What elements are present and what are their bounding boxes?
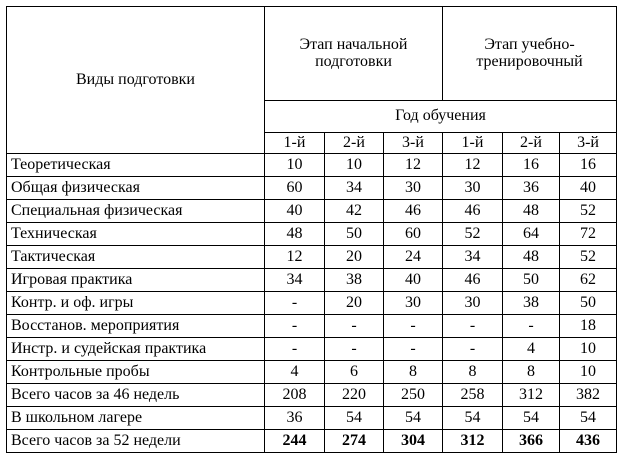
table-cell: 244 [265,430,325,453]
table-cell: 30 [384,177,443,200]
table-cell: 30 [443,292,503,315]
table-cell: 40 [265,200,325,223]
table-cell: 46 [443,269,503,292]
table-cell: 312 [443,430,503,453]
table-cell: 366 [503,430,560,453]
table-cell: 258 [443,384,503,407]
table-cell: 46 [384,200,443,223]
table-cell: 50 [503,269,560,292]
table-cell: 52 [560,246,617,269]
table-cell: 54 [384,407,443,430]
table-cell: 382 [560,384,617,407]
row-label: Общая физическая [7,177,265,200]
table-cell: 30 [384,292,443,315]
table-cell: 18 [560,315,617,338]
table-cell: 8 [443,361,503,384]
year-col-header: 3-й [384,133,443,154]
table-row [7,246,617,269]
table-cell: 34 [325,177,384,200]
table-cell: 16 [503,154,560,177]
table-cell: 16 [560,154,617,177]
table-cell: 46 [443,200,503,223]
table-cell: 48 [503,200,560,223]
table-row [7,338,617,361]
table-cell: 64 [503,223,560,246]
table-cell: 4 [503,338,560,361]
training-hours-table [6,6,617,453]
stage-initial-header: Этап начальной подготовки [265,7,443,101]
table-cell: 250 [384,384,443,407]
table-cell: 36 [265,407,325,430]
row-label: Техническая [7,223,265,246]
table-cell: 34 [443,246,503,269]
table-cell: 50 [560,292,617,315]
table-cell: 54 [560,407,617,430]
table-cell: 12 [265,246,325,269]
year-col-header: 1-й [443,133,503,154]
table-cell: 60 [265,177,325,200]
table-cell: 10 [560,361,617,384]
table-cell: 10 [265,154,325,177]
table-cell: - [443,338,503,361]
table-cell: 8 [384,361,443,384]
table-row [7,177,617,200]
table-cell: 24 [384,246,443,269]
table-cell: 34 [265,269,325,292]
table-cell: 48 [503,246,560,269]
row-label: Восстанов. мероприятия [7,315,265,338]
row-label: Специальная физическая [7,200,265,223]
table-cell: 8 [503,361,560,384]
table-cell: 40 [560,177,617,200]
table-cell: - [265,292,325,315]
table-cell: 48 [265,223,325,246]
table-cell: 52 [560,200,617,223]
table-cell: - [503,315,560,338]
table-row [7,154,617,177]
table-row [7,430,617,453]
table-cell: 72 [560,223,617,246]
table-cell: 312 [503,384,560,407]
table-cell: 38 [325,269,384,292]
table-cell: 20 [325,246,384,269]
table-cell: 12 [384,154,443,177]
table-row [7,200,617,223]
table-cell: 62 [560,269,617,292]
table-cell: 60 [384,223,443,246]
row-label: Игровая практика [7,269,265,292]
table-cell: 54 [325,407,384,430]
row-label: В школьном лагере [7,407,265,430]
table-row [7,315,617,338]
table-cell: - [443,315,503,338]
table-cell: - [265,315,325,338]
year-header: Год обучения [265,101,617,133]
table-cell: 36 [503,177,560,200]
table-cell: 20 [325,292,384,315]
table-cell: - [384,315,443,338]
table-cell: - [325,315,384,338]
table-cell: 40 [384,269,443,292]
row-label: Тактическая [7,246,265,269]
table-cell: 30 [443,177,503,200]
row-label: Контр. и оф. игры [7,292,265,315]
table-cell: 4 [265,361,325,384]
table-cell: 304 [384,430,443,453]
table-cell: 50 [325,223,384,246]
table-cell: - [325,338,384,361]
table-cell: 436 [560,430,617,453]
types-header: Виды подготовки [7,7,265,154]
table-cell: 52 [443,223,503,246]
year-col-header: 2-й [503,133,560,154]
table-row [7,361,617,384]
table-row [7,269,617,292]
table-cell: 10 [560,338,617,361]
table-cell: 12 [443,154,503,177]
table-cell: - [265,338,325,361]
table-cell: 220 [325,384,384,407]
table-row [7,407,617,430]
row-label: Инстр. и судейская практика [7,338,265,361]
table-cell: 274 [325,430,384,453]
table-cell: - [384,338,443,361]
row-label: Контрольные пробы [7,361,265,384]
stage-training-header: Этап учебно-тренировочный [443,7,617,101]
year-col-header: 2-й [325,133,384,154]
row-label: Всего часов за 46 недель [7,384,265,407]
row-label: Всего часов за 52 недели [7,430,265,453]
table-row [7,292,617,315]
table-cell: 10 [325,154,384,177]
table-row [7,384,617,407]
table-cell: 208 [265,384,325,407]
table-row [7,223,617,246]
table-cell: 54 [503,407,560,430]
year-col-header: 3-й [560,133,617,154]
row-label: Теоретическая [7,154,265,177]
table-cell: 54 [443,407,503,430]
year-col-header: 1-й [265,133,325,154]
table-cell: 6 [325,361,384,384]
table-cell: 42 [325,200,384,223]
table-cell: 38 [503,292,560,315]
